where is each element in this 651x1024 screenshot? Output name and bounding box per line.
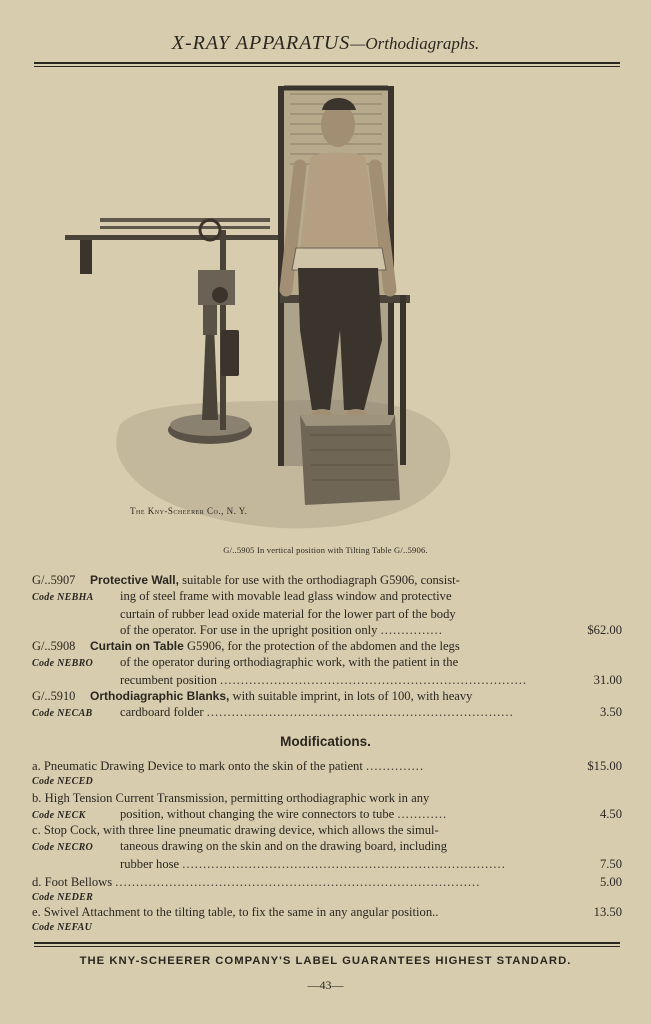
header-rule xyxy=(34,62,620,67)
product-name: Curtain on Table xyxy=(90,639,184,653)
footer-rule xyxy=(34,942,620,947)
order-code: Code NEBHA xyxy=(32,592,94,603)
product-description-line: of the operator during orthodiagraphic work, with the patient in the xyxy=(120,655,459,669)
order-code: Code NECAB xyxy=(32,708,93,719)
figure-caption: G/..5905 In vertical position with Tilting Table G/..5906. xyxy=(223,545,428,555)
product-description-line: cardboard folder xyxy=(120,705,204,719)
product-price: 31.00 xyxy=(593,673,622,687)
page-number: —43— xyxy=(307,978,344,992)
modification-item xyxy=(32,904,622,936)
title-sub: —Orthodiagraphs. xyxy=(350,34,480,53)
product-name: Orthodiagraphic Blanks, xyxy=(90,689,230,703)
maker-label: The Kny-Scheerer Co., N. Y. xyxy=(130,506,248,516)
modification-item: d. Foot Bellows ........................................................................................ 5.00 Code NEDER xyxy=(32,874,622,906)
catalog-number: G/..5910 xyxy=(32,689,76,703)
modifications-heading: Modifications. xyxy=(280,734,371,749)
catalog-number: G/..5908 xyxy=(32,639,76,653)
product-description-line: recumbent position xyxy=(120,673,217,687)
product-price: 3.50 xyxy=(599,705,622,719)
product-description-line: suitable for use with the orthodiagraph G5906, consist- xyxy=(182,573,460,587)
modification-text: b. High Tension Current Transmission, permitting orthodiagraphic work in any xyxy=(32,791,430,805)
modification-item: c. Stop Cock, with three line pneumatic drawing device, which allows the simul- Code NECRO taneous drawing on the skin and on the drawing board, including rubber hose .............................................................................. 7.50 xyxy=(32,823,622,871)
order-code: Code NEFAU xyxy=(32,922,93,933)
product-description-line: ing of steel frame with movable lead glass window and protective xyxy=(120,589,452,603)
catalog-number: G/..5907 xyxy=(32,573,76,587)
modification-price: 5.00 xyxy=(599,875,622,889)
product-description-line: with suitable imprint, in lots of 100, with heavy xyxy=(232,689,473,703)
footer-slogan: THE KNY-SCHEERER COMPANY'S LABEL GUARANTEES HIGHEST STANDARD. xyxy=(79,955,572,967)
product-entry: G/..5908 Curtain on Table G5906, for the protection of the abdomen and the legs Code NEBRO of the operator during orthodiagraphic work, with the patient in the recumbent position .......................................................................... 31.00 xyxy=(32,639,622,687)
orthodiagraph-illustration xyxy=(60,80,460,535)
modification-text: a. Pneumatic Drawing Device to mark onto the skin of the patient xyxy=(32,759,363,773)
modification-text: taneous drawing on the skin and on the drawing board, including xyxy=(120,839,448,853)
modification-item: a. Pneumatic Drawing Device to mark onto the skin of the patient .............. $15.00 Code NECED xyxy=(32,758,622,790)
title-main: X-RAY APPARATUS xyxy=(171,32,351,54)
modification-text: d. Foot Bellows xyxy=(32,875,113,889)
modification-price: $15.00 xyxy=(587,759,622,773)
product-description-line: of the operator. For use in the upright position only xyxy=(120,623,378,637)
order-code: Code NEBRO xyxy=(32,658,94,669)
order-code: Code NECRO xyxy=(32,842,94,853)
product-description-line: curtain of rubber lead oxide material for the lower part of the body xyxy=(120,607,456,621)
modification-text: position, without changing the wire connectors to tube xyxy=(120,807,395,821)
modification-item: b. High Tension Current Transmission, permitting orthodiagraphic work in any Code NECK position, without changing the wire connectors to tube ............ 4.50 xyxy=(32,790,622,824)
modification-price: 13.50 xyxy=(593,905,622,919)
page-title xyxy=(0,32,651,55)
product-name: Protective Wall, xyxy=(90,573,179,587)
modification-text: e. Swivel Attachment to the tilting table, to fix the same in any angular position.. xyxy=(32,905,439,919)
order-code: Code NECED xyxy=(32,776,94,787)
modification-text: c. Stop Cock, with three line pneumatic drawing device, which allows the simul- xyxy=(32,823,439,837)
order-code: Code NEDER xyxy=(32,892,94,903)
modification-price: 7.50 xyxy=(599,857,622,871)
modification-text: rubber hose xyxy=(120,857,180,871)
product-entry: G/..5907 Protective Wall, suitable for use with the orthodiagraph G5906, consist- Code NEBHA ing of steel frame with movable lead glass window and protective curtain of rubber lead oxide material for the lower part of the body of the operator. For use in the upright position only ............... $62.00 xyxy=(32,573,622,637)
modification-price: 4.50 xyxy=(599,807,622,821)
product-price: $62.00 xyxy=(587,623,622,637)
product-description-line: G5906, for the protection of the abdomen and the legs xyxy=(186,639,460,653)
order-code: Code NECK xyxy=(32,810,86,821)
product-entry: G/..5910 Orthodiagraphic Blanks, with suitable imprint, in lots of 100, with heavy Code NECAB cardboard folder .......................................................................... 3.50 xyxy=(32,688,622,722)
